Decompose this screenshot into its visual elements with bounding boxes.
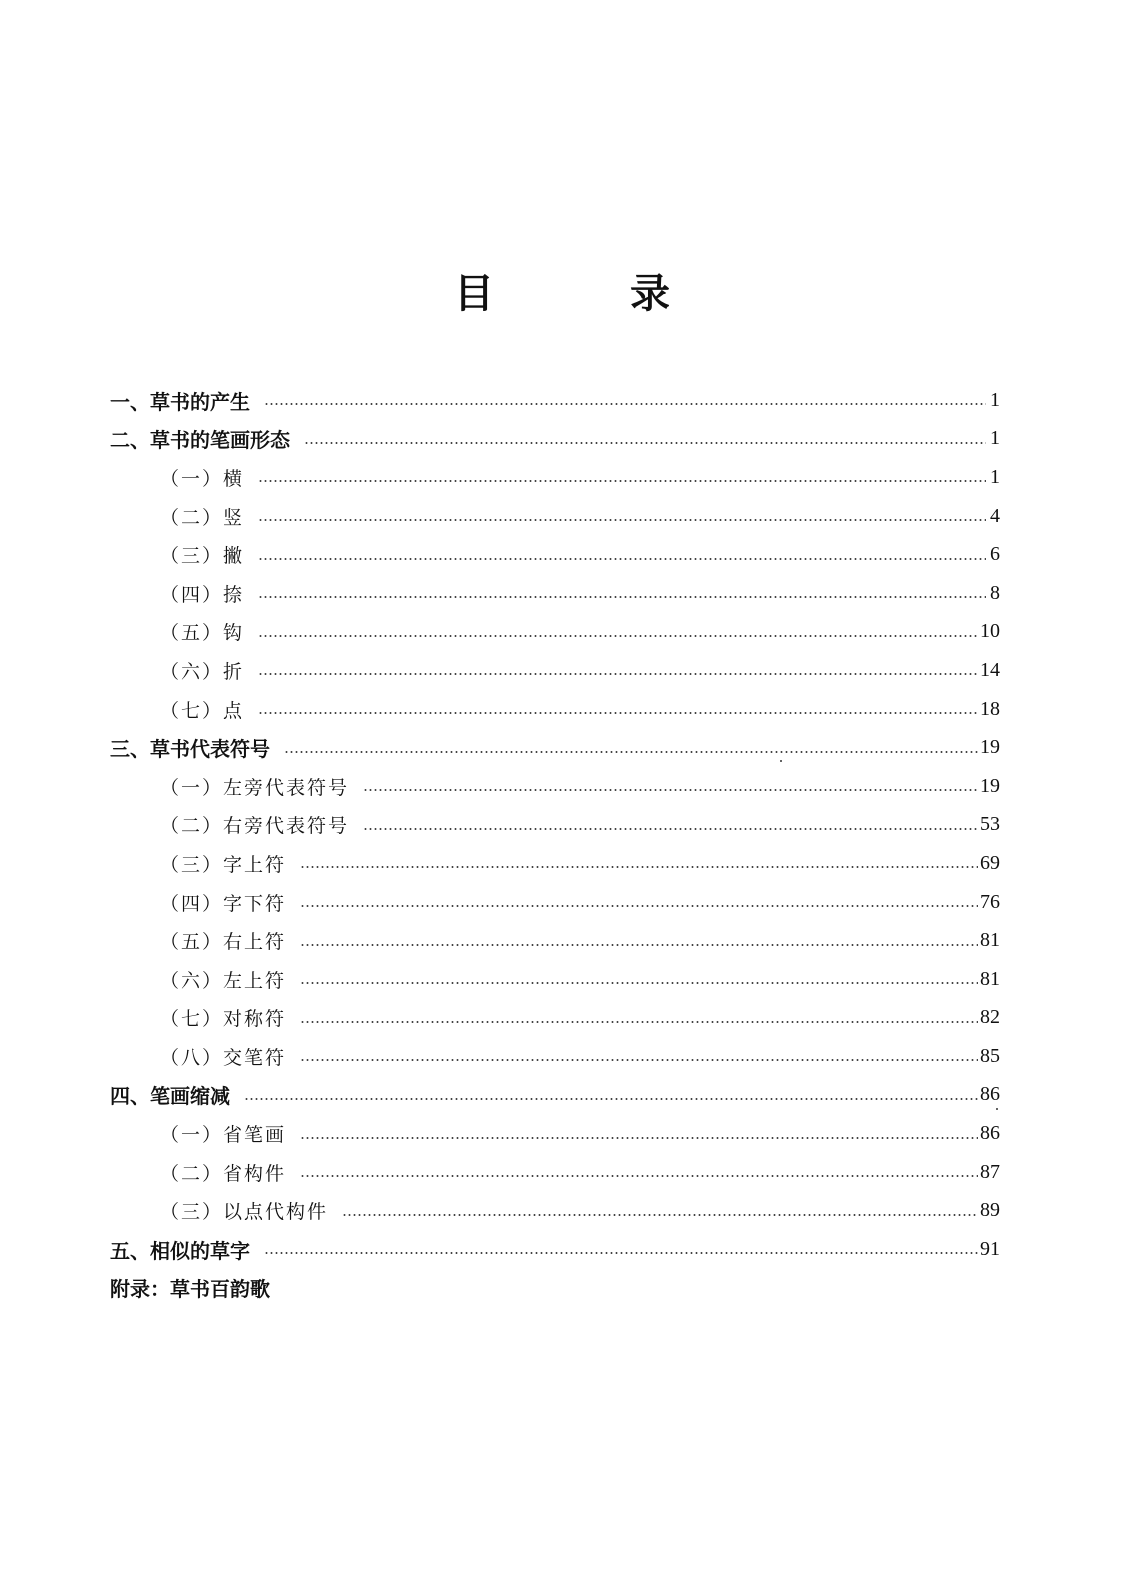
toc-entry[interactable] — [110, 1076, 1000, 1115]
toc-entry[interactable] — [110, 1230, 1000, 1269]
toc-entry-page-number: 4 — [990, 504, 1000, 527]
dot-leader — [258, 519, 986, 521]
toc-entry-page-number: 82 — [980, 1006, 1000, 1029]
toc-entry-label: （一）横 — [110, 464, 258, 491]
dot-leader — [258, 596, 986, 598]
toc-entry-label: （一）左旁代表符号 — [110, 773, 363, 800]
toc-entry-label: （四）字下符 — [110, 889, 300, 916]
toc-entry-label: （三）字上符 — [110, 850, 300, 877]
toc-entry-page-number: 86 — [980, 1122, 1000, 1145]
toc-entry-label: （二）右旁代表符号 — [110, 811, 363, 838]
toc-entry[interactable] — [110, 381, 1000, 420]
toc-entry-label: 二、草书的笔画形态 — [110, 424, 304, 453]
dot-leader — [300, 1137, 978, 1139]
dot-leader — [300, 982, 978, 984]
dot-leader — [258, 712, 978, 714]
toc-entry[interactable] — [110, 883, 1000, 922]
dot-leader — [300, 1059, 978, 1061]
toc-entry-page-number: 10 — [980, 620, 1000, 643]
toc-entry[interactable] — [110, 1114, 1000, 1153]
toc-entry-label: （七）点 — [110, 696, 258, 723]
toc-entry-label: （三）撇 — [110, 541, 258, 568]
toc-entry-page-number: 1 — [990, 465, 1000, 488]
toc-entry-page-number: 85 — [980, 1044, 1000, 1067]
toc-entry-page-number: 69 — [980, 851, 1000, 874]
dot-leader — [363, 828, 978, 830]
toc-entry-label: 四、笔画缩减 — [110, 1080, 244, 1109]
toc-entry[interactable] — [110, 458, 1000, 497]
toc-entry-label: （六）折 — [110, 657, 258, 684]
dot-leader — [363, 789, 978, 791]
toc-entry-page-number: 76 — [980, 890, 1000, 913]
dot-leader — [300, 1021, 978, 1023]
toc-entry[interactable] — [110, 844, 1000, 883]
dot-leader — [300, 905, 978, 907]
toc-entry[interactable] — [110, 999, 1000, 1038]
dot-leader — [258, 558, 986, 560]
toc-entry-page-number: 91 — [980, 1237, 1000, 1260]
toc-entry-label: （七）对称符 — [110, 1004, 300, 1031]
toc-entry[interactable] — [110, 728, 1000, 767]
toc-entry-page-number: 19 — [980, 736, 1000, 759]
dot-leader — [300, 866, 978, 868]
toc-entry-label: （八）交笔符 — [110, 1043, 300, 1070]
page-title: 目 录 — [454, 271, 718, 317]
toc-entry[interactable] — [110, 1037, 1000, 1076]
toc-entry-page-number: 14 — [980, 658, 1000, 681]
toc-entry[interactable] — [110, 767, 1000, 806]
toc-entry-label: （一）省笔画 — [110, 1120, 300, 1147]
toc-entry[interactable] — [110, 960, 1000, 999]
scan-speck — [780, 760, 782, 762]
toc-entry[interactable] — [110, 651, 1000, 690]
toc-entry-label: （四）捺 — [110, 580, 258, 607]
toc-entry-label: 五、相似的草字 — [110, 1235, 264, 1264]
dot-leader — [264, 1252, 978, 1254]
toc-entry-label: （三）以点代构件 — [110, 1197, 342, 1224]
toc-entry-label: 一、草书的产生 — [110, 386, 264, 415]
toc-entry-page-number: 81 — [980, 967, 1000, 990]
toc-entry-page-number: 1 — [990, 388, 1000, 411]
toc-entry[interactable] — [110, 1191, 1000, 1230]
dot-leader — [300, 1175, 978, 1177]
dot-leader — [258, 673, 978, 675]
toc-entry[interactable] — [110, 574, 1000, 613]
toc-entry-label: （五）钩 — [110, 618, 258, 645]
toc-entry-label: （二）省构件 — [110, 1159, 300, 1186]
toc-entry-page-number: 53 — [980, 813, 1000, 836]
dot-leader — [258, 480, 986, 482]
toc-entry-label: （六）左上符 — [110, 966, 300, 993]
toc-entry[interactable] — [110, 690, 1000, 729]
toc-entry-label: （五）右上符 — [110, 927, 300, 954]
table-of-contents — [110, 381, 1000, 1307]
toc-entry[interactable] — [110, 613, 1000, 652]
toc-entry-page-number: 87 — [980, 1160, 1000, 1183]
toc-entry-page-number: 86 — [980, 1083, 1000, 1106]
dot-leader — [244, 1098, 978, 1100]
toc-entry-page-number: 6 — [990, 543, 1000, 566]
dot-leader — [258, 635, 978, 637]
toc-entry-page-number: 18 — [980, 697, 1000, 720]
dot-leader — [342, 1214, 978, 1216]
toc-entry[interactable] — [110, 806, 1000, 845]
toc-entry-page-number: 89 — [980, 1199, 1000, 1222]
toc-entry-page-number: 1 — [990, 427, 1000, 450]
toc-entry[interactable] — [110, 535, 1000, 574]
toc-entry-label: 附录：草书百韵歌 — [110, 1273, 284, 1302]
toc-entry-page-number: 19 — [980, 774, 1000, 797]
toc-entry[interactable] — [110, 497, 1000, 536]
scan-speck — [996, 1108, 998, 1110]
toc-entry[interactable] — [110, 921, 1000, 960]
toc-entry[interactable] — [110, 420, 1000, 459]
toc-entry-label: 三、草书代表符号 — [110, 733, 284, 762]
dot-leader — [300, 944, 978, 946]
dot-leader — [284, 751, 978, 753]
toc-entry[interactable] — [110, 1153, 1000, 1192]
dot-leader — [264, 403, 986, 405]
toc-entry-page-number: 81 — [980, 929, 1000, 952]
toc-entry[interactable] — [110, 1269, 1000, 1308]
toc-entry-page-number: 8 — [990, 581, 1000, 604]
dot-leader — [304, 442, 986, 444]
toc-entry-label: （二）竖 — [110, 503, 258, 530]
